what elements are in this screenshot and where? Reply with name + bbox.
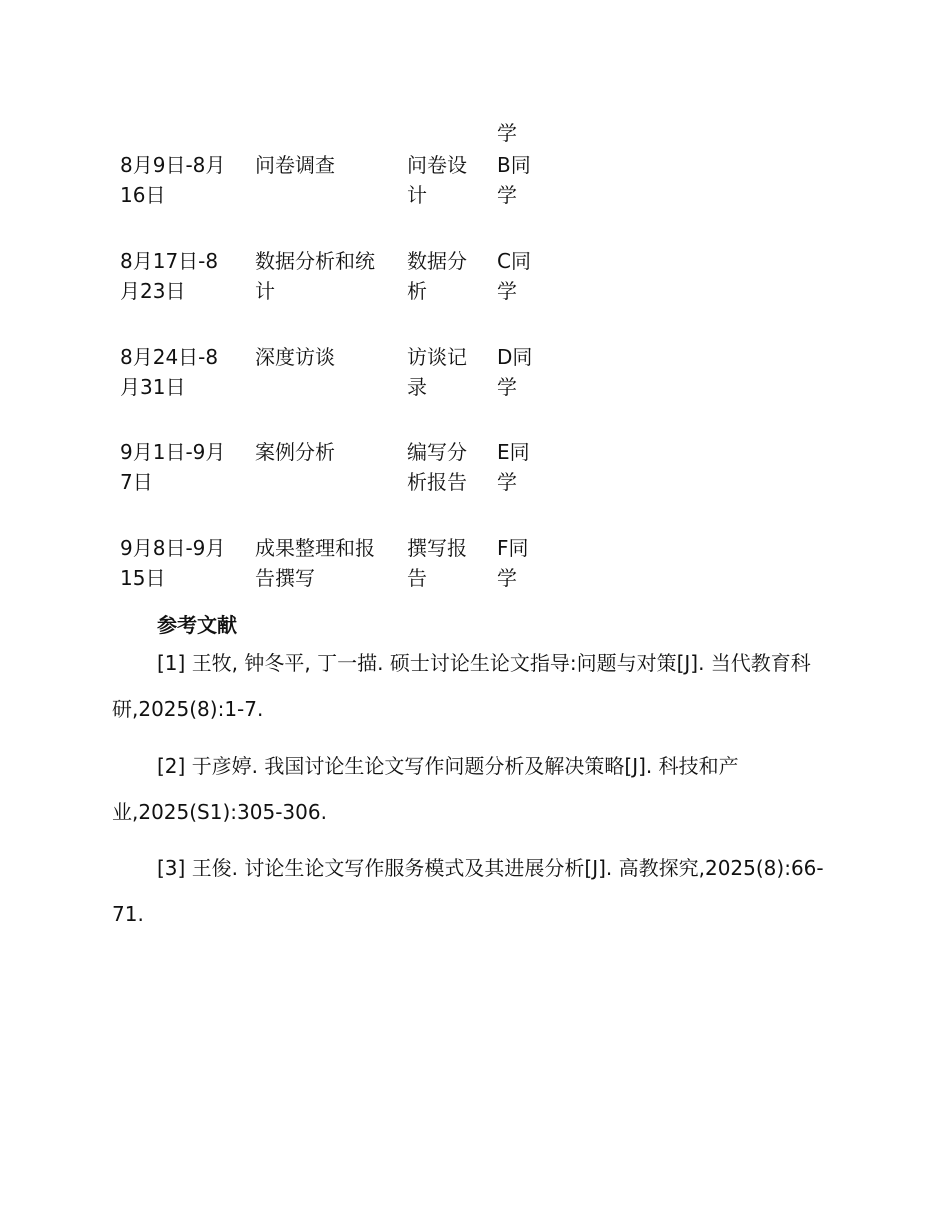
reference-item: [2] 于彦婷. 我国讨论生论文写作问题分析及解决策略[J]. 科技和产业,2025(S1):305-306. — [112, 754, 739, 824]
table-cell-activity: 深度访谈 — [255, 345, 335, 369]
table-cell-output: 问卷设计 — [407, 153, 467, 207]
reference-item: [3] 王俊. 讨论生论文写作服务模式及其进展分析[J]. 高教探究,2025(8):66-71. — [112, 856, 824, 926]
table-cell-activity: 问卷调查 — [255, 153, 335, 177]
reference-item: [1] 王牧, 钟冬平, 丁一描. 硕士讨论生论文指导:问题与对策[J]. 当代教育科研,2025(8):1-7. — [112, 651, 811, 721]
references-heading: 参考文献 — [157, 613, 237, 637]
table-cell-date: 9月8日-9月15日 — [120, 536, 226, 590]
table-cell-member: C同学 — [497, 249, 531, 303]
table-cell-output: 访谈记录 — [407, 345, 467, 399]
table-cell-activity: 案例分析 — [255, 440, 335, 464]
table-cell-date: 8月9日-8月16日 — [120, 153, 226, 207]
table-cell-activity: 数据分析和统计 — [255, 249, 375, 303]
table-cell-member: D同学 — [497, 345, 533, 399]
table-cell-output: 数据分析 — [407, 249, 467, 303]
table-cell-date: 8月17日-8月23日 — [120, 249, 219, 303]
table-cell-date: 9月1日-9月7日 — [120, 440, 226, 494]
table-cell-member: E同学 — [497, 440, 530, 494]
table-cell-output: 撰写报告 — [407, 536, 467, 590]
table-cell-date: 8月24日-8月31日 — [120, 345, 219, 399]
table-cell-output: 编写分析报告 — [407, 440, 467, 494]
table-cell-member: F同学 — [497, 536, 529, 590]
table-cell-member: B同学 — [497, 153, 531, 207]
table-cell-continued: 学 — [497, 121, 517, 145]
table-cell-activity: 成果整理和报告撰写 — [255, 536, 375, 590]
